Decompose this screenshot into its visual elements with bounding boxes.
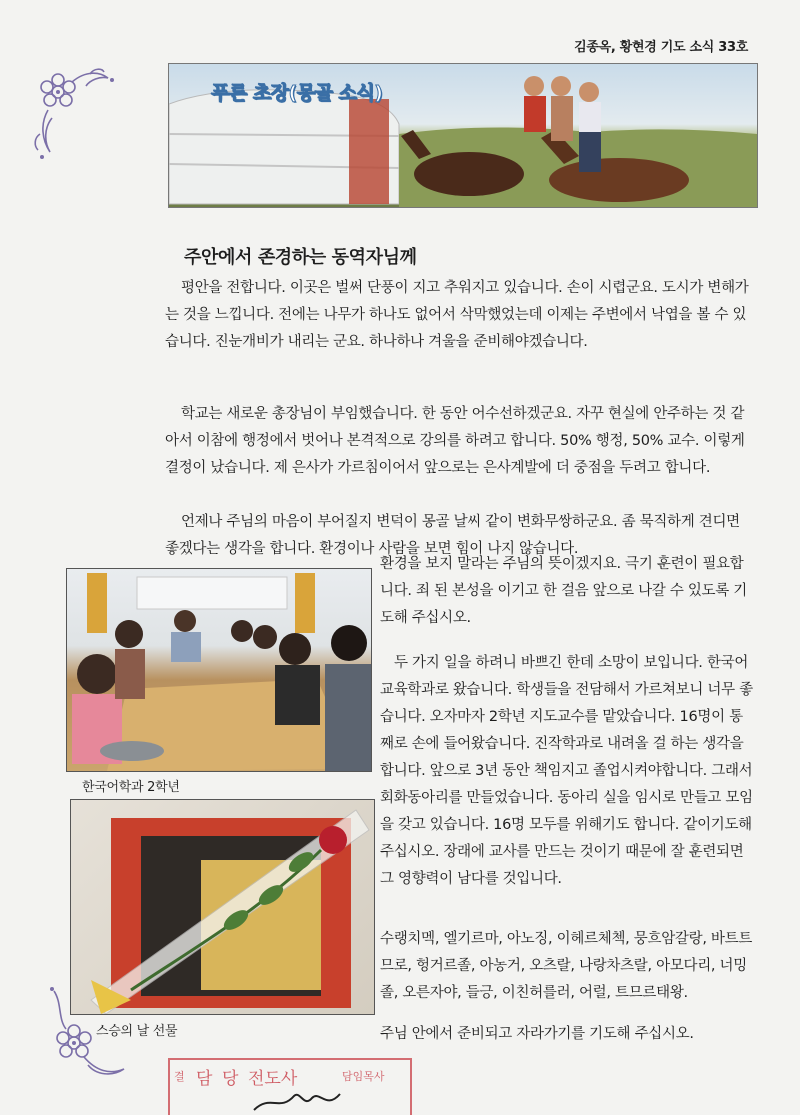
paragraph-3-continued: 환경을 보지 말라는 주님의 뜻이겠지요. 극기 훈련이 필요합니다. 죄 된 본성을 이기고 한 걸음 앞으로 나갈 수 있도록 기도해 주십시오. (380, 556, 747, 626)
student-names: 수랭치멕, 엘기르마, 아노징, 이헤르체첵, 뭉흐암갈랑, 바트트므로, 헝거르졸, 아농거, 오츠랄, 나랑차츠랄, 아모다리, 너밍졸, 오른자야, 들긍, 이친허를러, 어럴, 트므르태왕. (380, 931, 753, 1001)
stamp-char-2: 담 (196, 1069, 213, 1089)
paragraph-2: 학교는 새로운 총장님이 부임했습니다. 한 동안 어수선하겠군요. 자꾸 현실에 안주하는 것 같아서 이참에 행정에서 벗어나 본격적으로 강의를 하려고 합니다. 50% 행정, 50% 교수. 이렇게 결정이 났습니다. 제 은사가 가르침이어서 앞으로는 은사계발에 더 중점을 두려고 합니다. (165, 406, 745, 476)
photo1-caption: 한국어학과 2학년 (82, 780, 180, 795)
classroom-photo-icon (67, 569, 371, 771)
stamp-evangelist: 전도사 (248, 1069, 298, 1089)
gift-photo (70, 799, 375, 1015)
stamp-pastor: 담임목사 (342, 1070, 385, 1083)
paragraph-4: 두 가지 일을 하려니 바쁘긴 한데 소망이 보입니다. 한국어교육학과로 왔습니다. 학생들을 전담해서 가르쳐보니 너무 좋습니다. 오자마자 2학년 지도교수를 맡았습니다. 16명이 통째로 손에 들어왔습니다. 진작학과로 내려올 걸 하는 생각을 합니다. 앞으로 3년 동안 책임지고 졸업시켜야합니다. 그래서 회화동아리를 만들었습니다. 동아리 실을 임시로 만들고 모임을 갖고 있습니다. 16명 모두를 위해기도 합니다. 같이기도해 주십시오. 장래에 교사를 만드는 것이기 때문에 잘 훈련되면 그 영향력이 남다를 것입니다. (380, 655, 753, 887)
header-banner (168, 63, 758, 208)
closing-line: 주님 안에서 준비되고 자라가기를 기도해 주십시오. (380, 1026, 694, 1042)
book-rose-icon (71, 800, 374, 1014)
floral-ornament-bottom-icon (44, 985, 134, 1095)
banner-title: 푸른 초장(몽골 소식) (211, 82, 383, 104)
stamp-char-3: 당 (222, 1069, 239, 1089)
signature-icon (250, 1088, 370, 1113)
stamp-char-1: 결 (174, 1070, 185, 1083)
students-photo (66, 568, 372, 772)
paragraph-1: 평안을 전합니다. 이곳은 벌써 단풍이 지고 추워지고 있습니다. 손이 시렵군요. 도시가 변해가는 것을 느낍니다. 전에는 나무가 하나도 없어서 삭막했었는데 이제는 주변에서 낙엽을 볼 수 있습니다. 진눈개비가 내리는 군요. 하나하나 겨울을 준비해야겠습니다. (165, 280, 749, 350)
paragraph-3: 언제나 주님의 마음이 부어질지 변덕이 몽골 날씨 같이 변화무쌍하군요. 좀 묵직하게 견디면 좋겠다는 생각을 합니다. 환경이나 사람을 보면 힘이 나지 않습니다. (165, 514, 740, 557)
photo2-caption: 스승의 날 선물 (96, 1024, 178, 1039)
issue-label: 김종옥, 황현경 기도 소식 33호 (574, 40, 748, 55)
floral-ornament-icon (28, 62, 118, 172)
letter-heading: 주안에서 존경하는 동역자님께 (184, 247, 417, 268)
